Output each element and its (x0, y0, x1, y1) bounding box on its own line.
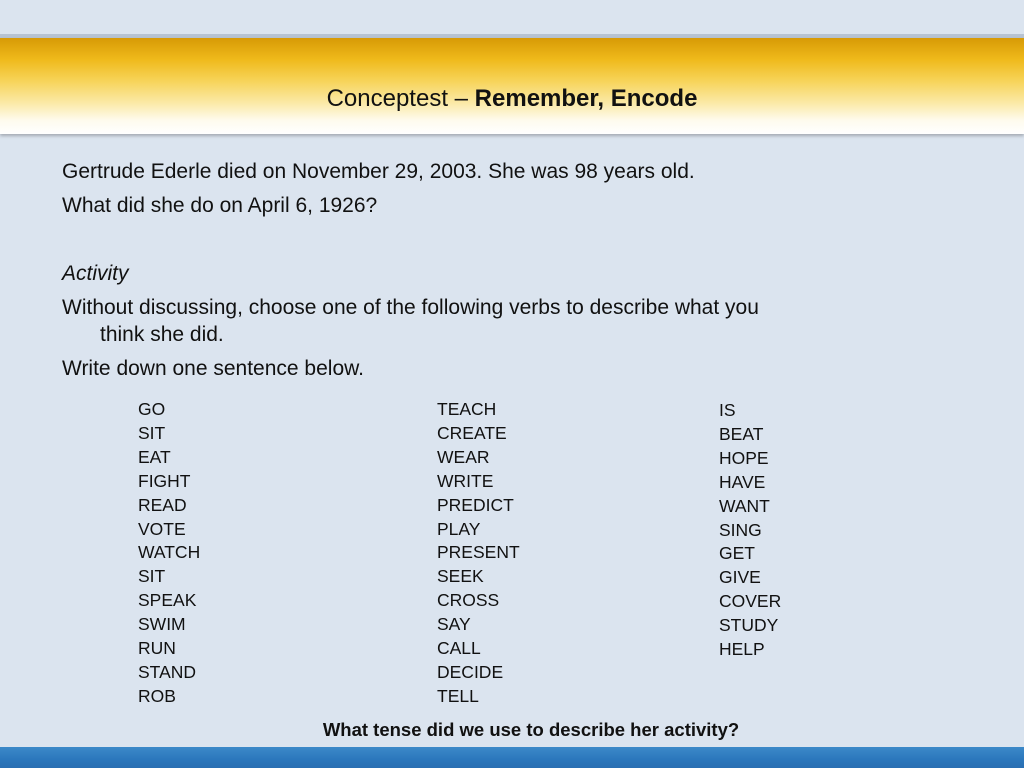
verb-item: TELL (437, 685, 479, 706)
verb-item: SEEK (437, 566, 484, 587)
activity-instruction-line-1: Without discussing, choose one of the following verbs to describe what you (62, 296, 759, 319)
footer-bar (0, 747, 1024, 768)
verb-item: WEAR (437, 446, 490, 467)
verb-item: CALL (437, 638, 481, 659)
intro-line-1: Gertrude Ederle died on November 29, 2003. She was 98 years old. (62, 160, 695, 183)
verb-item: DECIDE (437, 661, 504, 682)
activity-heading: Activity (62, 262, 129, 285)
closing-question: What tense did we use to describe her activity? (322, 719, 740, 740)
verb-item: IS (719, 400, 736, 420)
verb-item: BEAT (719, 423, 764, 444)
verb-item: COVER (719, 591, 782, 612)
verb-item: EAT (138, 446, 171, 467)
verb-list-column-1 (138, 398, 200, 709)
verb-item: SIT (138, 422, 166, 443)
verb-item: HOPE (719, 447, 769, 468)
verb-item: PREDICT (437, 494, 514, 515)
title-emphasis: Remember, Encode (474, 85, 698, 112)
verb-item: VOTE (138, 518, 186, 539)
activity-instruction-line-2: think she did. (100, 323, 224, 346)
verb-item: GET (719, 543, 755, 564)
verb-list-column-3 (719, 399, 781, 662)
verb-item: WATCH (138, 542, 201, 563)
verb-item: CROSS (437, 590, 500, 611)
verb-item: SIT (138, 566, 166, 587)
verb-list-column-2 (437, 398, 520, 709)
verb-item: HAVE (719, 471, 766, 492)
verb-item: FIGHT (138, 470, 191, 491)
verb-item: READ (138, 494, 187, 515)
verb-item: WANT (719, 495, 770, 516)
intro-line-2: What did she do on April 6, 1926? (62, 194, 378, 217)
verb-item: PLAY (437, 518, 481, 539)
verb-item: TEACH (437, 399, 497, 419)
verb-item: STUDY (719, 615, 779, 636)
verb-item: SAY (437, 614, 471, 635)
verb-item: STAND (138, 661, 197, 682)
verb-item: GIVE (719, 567, 761, 588)
activity-write-line: Write down one sentence below. (62, 357, 364, 380)
verb-item: SWIM (138, 614, 186, 635)
verb-item: RUN (138, 638, 176, 659)
verb-item: GO (138, 399, 166, 419)
title-prefix: Conceptest – (326, 85, 475, 112)
verb-item: PRESENT (437, 542, 520, 563)
slide-title (0, 84, 1024, 114)
verb-item: HELP (719, 639, 765, 660)
verb-item: CREATE (437, 422, 507, 443)
verb-item: SPEAK (138, 590, 197, 611)
verb-item: SING (719, 519, 762, 540)
verb-item: WRITE (437, 470, 494, 491)
verb-item: ROB (138, 685, 176, 706)
